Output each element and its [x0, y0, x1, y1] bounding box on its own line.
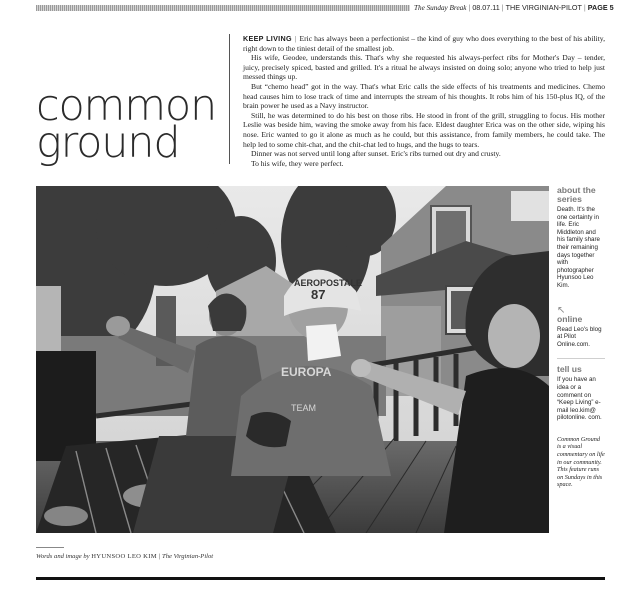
article-paragraph: To his wife, they were perfect.	[251, 158, 344, 168]
credit-outlet: The Virginian-Pilot	[162, 553, 214, 560]
ribs	[44, 506, 88, 526]
folio-section: The Sunday Break	[414, 4, 467, 12]
article-paragraph: But “chemo head” got in the way. That's what Eric calls the side effects of his treatments and medicines. Chemo head causes him to lose track of time and interrupts the stream of his thoughts. It robs him of his 150-plus IQ, of the brain power he used as a Navy instructor.	[243, 81, 605, 111]
article-paragraph: Still, he was determined to do his best on those ribs. He stood in front of the grill, struggling to focus. His mother Leslie was beside him, waving the smoke away from his face. Eldest daughter Erica was on the other side, wiping his nose. Eric wanted to go it alone as much as he could, but this assistance, from family members, he could take. The help led to some chit-chat, and the chit-chat led to hugs, and the hugs to tears.	[243, 110, 605, 149]
sidebar-online-heading: online	[557, 313, 583, 324]
article-kicker: KEEP LIVING	[243, 34, 292, 43]
article-paragraph: Dinner was not served until long after sunset. Eric's ribs turned out dry and crusty.	[251, 149, 501, 159]
sidebar-tellus-text[interactable]: If you have an idea or a comment on “Keep Living” e-mail leo.kim@ pilotonline. com.	[557, 376, 602, 422]
article-paragraph: KEEP LIVING | Eric has always been a perfectionist – the kind of guy who does everything to the best of his ability, right down to the tiniest detail of the smallest job.	[243, 34, 605, 53]
sidebar-online-text[interactable]: Read Leo's blog at Pilot Online.com.	[557, 325, 602, 348]
photo-illustration	[36, 186, 549, 533]
sidebar	[557, 186, 605, 489]
feature-photo	[36, 186, 549, 533]
tissue	[306, 324, 341, 361]
credit-prefix: Words and image by	[36, 553, 90, 560]
folio-rule	[36, 5, 410, 11]
credit-rule	[36, 547, 64, 548]
shirt-text: EUROPA	[281, 365, 332, 379]
sidebar-about-text: Death. It's the one certainty in life. Eric Middleton and his family share their remaining days together with photographer Hyunsoo Leo Kim.	[557, 206, 600, 289]
folio-date: 08.07.11	[472, 3, 500, 12]
credit-name: HYUNSOO LEO KIM	[91, 553, 157, 560]
title-divider	[229, 34, 230, 164]
sidebar-about-heading: about the series	[557, 185, 596, 204]
bottom-rule	[36, 577, 605, 580]
shirt-text-2: TEAM	[291, 403, 317, 413]
folio: The Sunday Break | 08.07.11 | THE VIRGINIAN-PILOT | PAGE 5	[414, 3, 614, 12]
sidebar-divider	[557, 358, 605, 359]
article-body	[243, 34, 605, 168]
folio-page: PAGE 5	[587, 3, 614, 12]
cap-text: AEROPOSTALE	[294, 278, 362, 288]
sidebar-tellus-heading: tell us	[557, 364, 582, 375]
sidebar-feature-note: Common Ground is a visual commentary on life in our community. This feature runs on Sundays in this space.	[557, 435, 605, 489]
title-line-2: ground	[36, 118, 180, 168]
photo-credit: Words and image by HYUNSOO LEO KIM | The Virginian-Pilot	[36, 553, 214, 560]
article-paragraph: His wife, Geodee, understands this. That's why she requested his always-perfect ribs for Mother's Day – tender, juicy, precisely spiced, basted and grilled. It's a ritual he always insisted on doing solo; anyone who tried to help just messed things up.	[243, 53, 605, 82]
title-line-1: common	[36, 81, 217, 131]
folio-paper: THE VIRGINIAN-PILOT	[505, 3, 582, 12]
feature-title	[36, 81, 226, 168]
cap-number: 87	[311, 287, 326, 302]
arrow-icon: ↖	[557, 304, 566, 316]
